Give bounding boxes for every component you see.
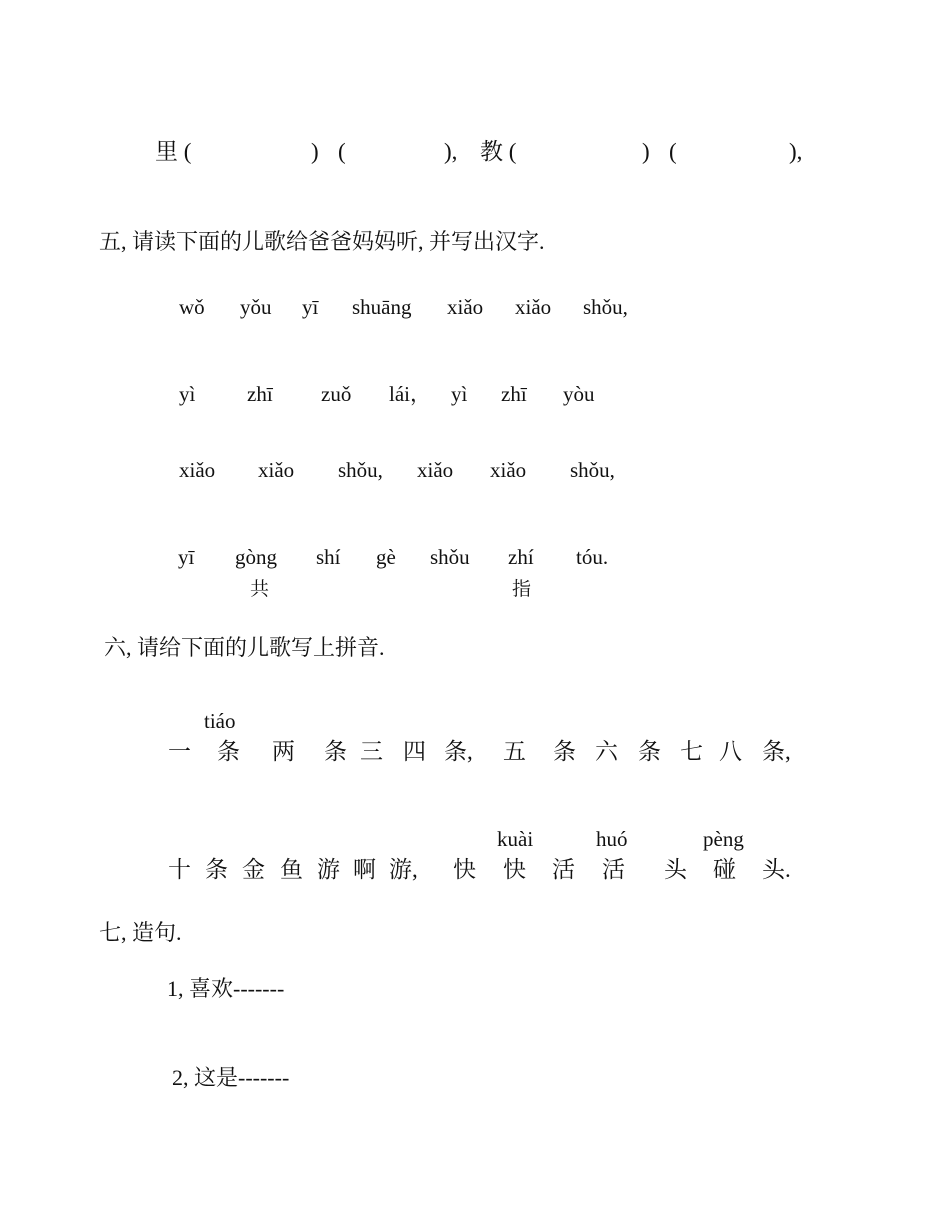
hanzi-char: 六 bbox=[595, 739, 618, 764]
hanzi-char: 鱼 bbox=[280, 857, 303, 882]
paren-open-4: ( bbox=[669, 139, 677, 164]
sentence-item-2: 2, 这是------- bbox=[172, 1065, 290, 1090]
pinyin-word: xiǎo bbox=[447, 295, 484, 319]
pinyin-annotation: huó bbox=[596, 827, 628, 851]
hanzi-char: 条, bbox=[762, 739, 791, 764]
hanzi-char: 十 bbox=[168, 857, 191, 882]
hanzi-char: 条 bbox=[638, 739, 661, 764]
pinyin-word: tóu. bbox=[576, 545, 609, 569]
pinyin-word: zhí bbox=[508, 545, 534, 569]
hanzi-char: 啊 bbox=[353, 857, 376, 882]
hanzi-char: 三 bbox=[360, 739, 383, 764]
pinyin-word: yì bbox=[451, 382, 468, 406]
hanzi-char: 碰 bbox=[713, 857, 736, 882]
hanzi-char: 一 bbox=[168, 739, 191, 764]
pinyin-word: yǒu bbox=[240, 295, 272, 319]
hanzi-char: 头 bbox=[664, 857, 687, 882]
pinyin-annotation: kuài bbox=[497, 827, 534, 851]
hanzi-char: 快 bbox=[503, 857, 526, 882]
pinyin-word: shǒu, bbox=[338, 458, 383, 482]
sentence-item-1: 1, 喜欢------- bbox=[167, 976, 285, 1001]
hanzi-char: 条, bbox=[444, 739, 473, 764]
pinyin-word: yī bbox=[178, 545, 195, 569]
pinyin-word: gòng bbox=[235, 545, 277, 569]
hanzi-char: 条 bbox=[217, 739, 240, 764]
paren-close-1: ) bbox=[311, 139, 319, 164]
hanzi-char: 条 bbox=[553, 739, 576, 764]
hanzi-char: 快 bbox=[453, 857, 476, 882]
pinyin-annotation: tiáo bbox=[204, 709, 236, 733]
section6-heading: 六, 请给下面的儿歌写上拼音. bbox=[104, 635, 385, 660]
pinyin-word: yì bbox=[179, 382, 196, 406]
hanzi-hint: 指 bbox=[512, 579, 532, 600]
pinyin-word: yòu bbox=[563, 382, 595, 406]
pinyin-word: xiǎo bbox=[417, 458, 454, 482]
hanzi-char: 活 bbox=[602, 857, 625, 882]
hanzi-char: 金 bbox=[242, 857, 265, 882]
hanzi-char: 两 bbox=[272, 739, 295, 764]
pinyin-word: shǒu, bbox=[583, 295, 628, 319]
pinyin-word: zhī bbox=[501, 382, 527, 406]
section5-heading: 五, 请读下面的儿歌给爸爸妈妈听, 并写出汉字. bbox=[99, 229, 545, 254]
pinyin-annotation: pèng bbox=[703, 827, 744, 851]
pinyin-word: shí bbox=[316, 545, 341, 569]
paren-open-2: ( bbox=[338, 139, 346, 164]
hanzi-char: 条 bbox=[205, 857, 228, 882]
hanzi-hint: 共 bbox=[250, 579, 270, 600]
hanzi-char: 条 bbox=[324, 739, 347, 764]
pinyin-word: wǒ bbox=[179, 295, 205, 319]
hanzi-char: 游, bbox=[389, 857, 418, 882]
pinyin-word: zhī bbox=[247, 382, 273, 406]
hanzi-char: 五 bbox=[503, 739, 526, 764]
li-paren-open: 里 ( bbox=[155, 139, 192, 164]
pinyin-word: xiǎo bbox=[490, 458, 527, 482]
pinyin-word: shǒu, bbox=[570, 458, 615, 482]
jiao-paren-open: 教 ( bbox=[480, 139, 517, 164]
paren-close-4: ), bbox=[789, 139, 803, 164]
paren-close-2: ), bbox=[444, 139, 458, 164]
pinyin-word: gè bbox=[376, 545, 396, 569]
hanzi-char: 游 bbox=[317, 857, 340, 882]
hanzi-char: 四 bbox=[403, 739, 426, 764]
pinyin-word: zuǒ bbox=[321, 382, 352, 406]
pinyin-word: shǒu bbox=[430, 545, 470, 569]
hanzi-char: 七 bbox=[680, 739, 703, 764]
pinyin-word: xiǎo bbox=[258, 458, 295, 482]
section7-heading: 七, 造句. bbox=[99, 920, 182, 945]
paren-close-3: ) bbox=[642, 139, 650, 164]
hanzi-char: 活 bbox=[552, 857, 575, 882]
pinyin-word: yī bbox=[302, 295, 319, 319]
pinyin-word: xiǎo bbox=[179, 458, 216, 482]
hanzi-char: 头. bbox=[762, 857, 791, 882]
pinyin-word: shuāng bbox=[352, 295, 412, 319]
pinyin-word: lái， bbox=[389, 382, 431, 406]
pinyin-word: xiǎo bbox=[515, 295, 552, 319]
hanzi-char: 八 bbox=[719, 739, 742, 764]
